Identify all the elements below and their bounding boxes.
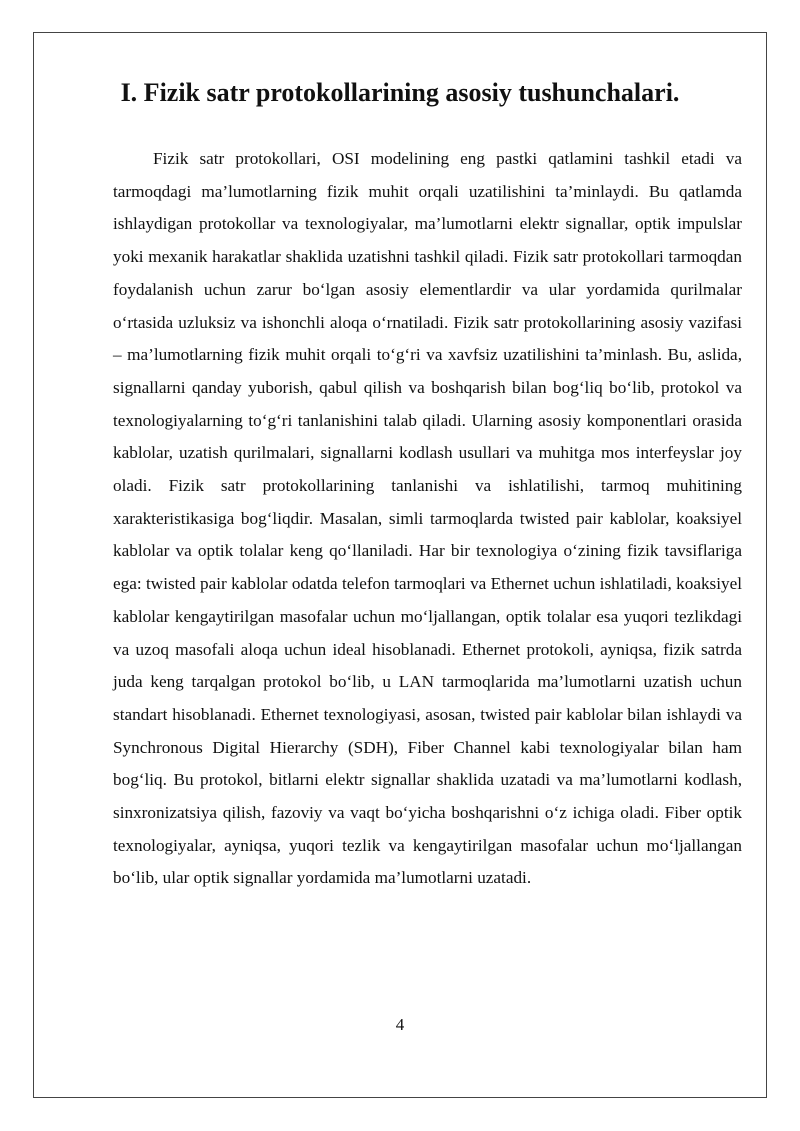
section-title: I. Fizik satr protokollarining asosiy tushunchalari.: [120, 78, 680, 107]
page-number: 4: [395, 1015, 405, 1034]
body-paragraph: Fizik satr protokollari, OSI modelining eng pastki qatlamini tashkil etadi va tarmoqdagi ma’lumotlarning fizik muhit orqali uzatilishini ta’minlaydi. Bu qatlamda ishlaydigan protokollar va texnologiyalar, ma’lumotlarni elektr signallar, optik impulslar yoki mexanik harakatlar shaklida uzatishni tashkil qiladi. Fizik satr protokollari tarmoqdan foydalanish uchun zarur bo‘lgan asosiy elementlardir va ular yordamida qurilmalar o‘rtasida uzluksiz va ishonchli aloqa o‘rnatiladi. Fizik satr protokollarining asosiy vazifasi – ma’lumotlarning fizik muhit orqali to‘g‘ri va xavfsiz uzatilishini ta’minlash. Bu, aslida, signallarni qanday yuborish, qabul qilish va boshqarish bilan bog‘liq bo‘lib, protokol va texnologiyalarning to‘g‘ri tanlanishini talab qiladi. Ularning asosiy komponentlari orasida kablolar, uzatish qurilmalari, signallarni kodlash usullari va muhitga mos interfeyslar joy oladi. Fizik satr protokollarining tanlanishi va ishlatilishi, tarmoq muhitining xarakteristikasiga bog‘liqdir. Masalan, simli tarmoqlarda twisted pair kablolar, koaksiyel kablolar va optik tolalar keng qo‘llaniladi. Har bir texnologiya o‘zining fizik tavsiflariga ega: twisted pair kablolar odatda telefon tarmoqlari va Ethernet uchun ishlatiladi, koaksiyel kablolar kengaytirilgan masofalar uchun mo‘ljallangan, optik tolalar esa yuqori tezlikdagi va uzoq masofali aloqa uchun ideal hisoblanadi. Ethernet protokoli, ayniqsa, fizik satrda juda keng tarqalgan protokol bo‘lib, u LAN tarmoqlarida ma’lumotlarni uzatish uchun standart hisoblanadi. Ethernet texnologiyasi, asosan, twisted pair kablolar bilan ishlaydi va Synchronous Digital Hierarchy (SDH), Fiber Channel kabi texnologiyalar bilan ham bog‘liq. Bu protokol, bitlarni elektr signallar shaklida uzatadi va ma’lumotlarni kodlash, sinxronizatsiya qilish, fazoviy va vaqt bo‘yicha boshqarishni o‘z ichiga oladi. Fiber optik texnologiyalar, ayniqsa, yuqori tezlik va kengaytirilgan masofalar uchun mo‘ljallangan bo‘lib, ular optik signallar yordamida ma’lumotlarni uzatadi.: [113, 149, 742, 888]
